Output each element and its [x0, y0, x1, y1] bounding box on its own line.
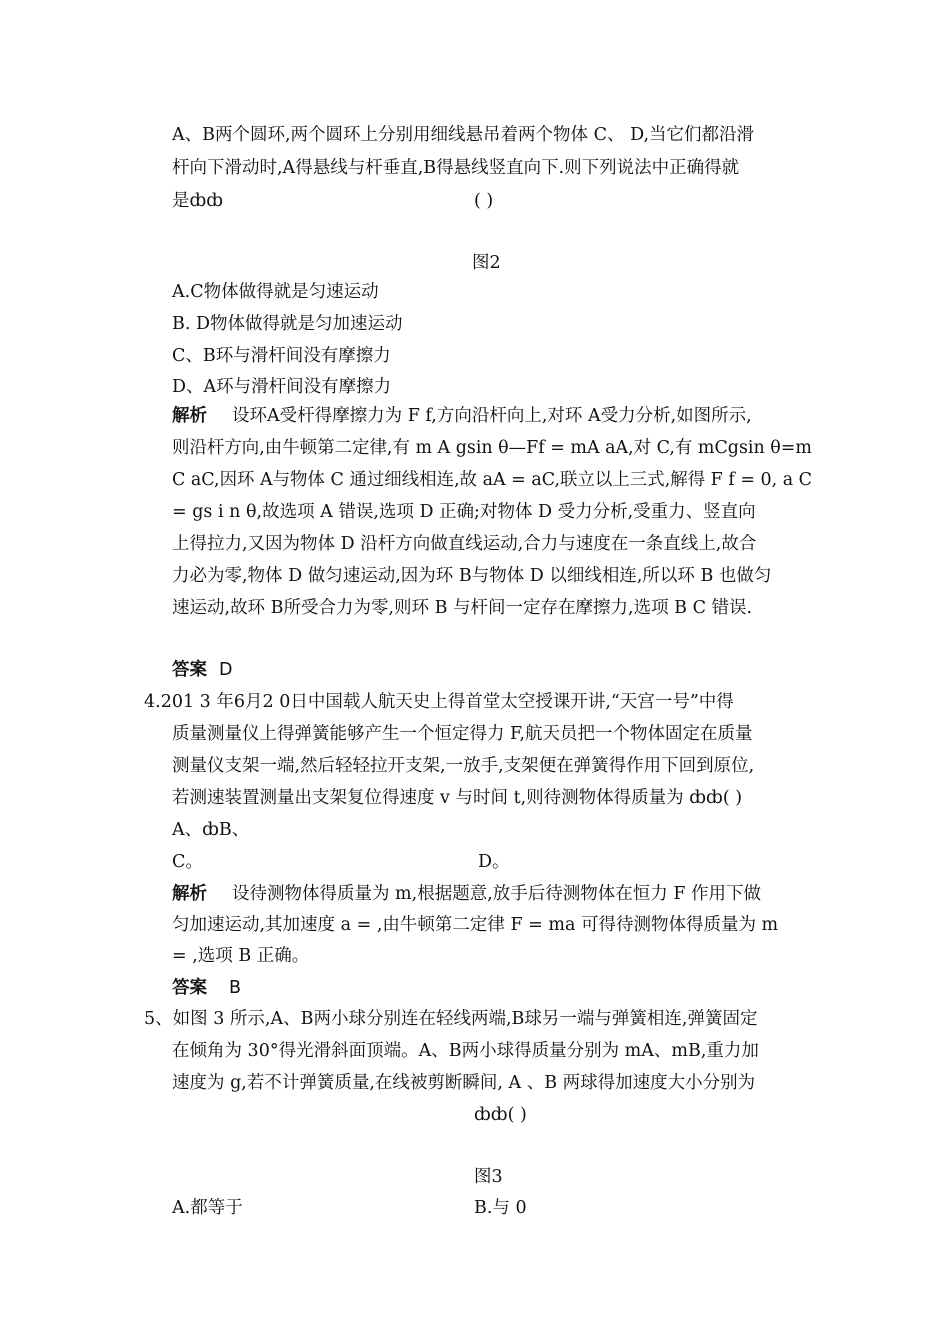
q3-option-a: A.C物体做得就是匀速运动 — [172, 282, 379, 302]
q4-analysis-line-2: 匀加速运动,其加速度 a = ,由牛顿第二定律 F = ma 可得待测物体得质量为 m — [172, 915, 779, 935]
q4-analysis-line-1: 设待测物体得质量为 m,根据题意,放手后待测物体在恒力 F 作用下做 — [232, 884, 762, 904]
q3-analysis-label: 解析 — [172, 406, 207, 426]
q5-option-b: B.与 0 — [474, 1198, 527, 1218]
q3-analysis-line-2: 则沿杆方向,由牛顿第二定律,有 m A gsin θ—Ff = mA aA,对 C,有 mCgsin θ=m — [172, 438, 812, 458]
q3-analysis-line-1: 设环A受杆得摩擦力为 F f,方向沿杆向上,对环 A受力分析,如图所示, — [232, 406, 752, 426]
q3-analysis-line-6: 力必为零,物体 D 做匀速运动,因为环 B与物体 D 以细线相连,所以环 B 也做匀 — [172, 566, 772, 586]
q4-option-a-b: A、ȸB、 — [172, 820, 250, 840]
q4-stem-line-3: 测量仪支架一端,然后轻轻拉开支架,一放手,支架便在弹簧得作用下回到原位, — [172, 756, 755, 776]
q5-stem-line-2: 在倾角为 30°得光滑斜面顶端。A、B两小球得质量分别为 mA、mB,重力加 — [172, 1041, 759, 1061]
q3-analysis-line-7: 速运动,故环 B所受合力为零,则环 B 与杆间一定存在摩擦力,选项 B C 错误. — [172, 598, 753, 618]
q4-analysis-label: 解析 — [172, 884, 207, 904]
q4-answer-label: 答案 — [172, 978, 207, 998]
q5-option-a: A.都等于 — [172, 1198, 243, 1218]
q3-stem-line-3: 是ȸȸ — [172, 191, 224, 211]
q4-option-d: D。 — [478, 852, 510, 872]
q3-option-b: B. D物体做得就是匀加速运动 — [172, 314, 403, 334]
q5-answer-paren: ȸȸ( ) — [474, 1105, 527, 1125]
q3-stem-line-1: A、B两个圆环,两个圆环上分别用细线悬吊着两个物体 C、 D,当它们都沿滑 — [172, 125, 755, 145]
q3-answer-label: 答案 — [172, 660, 207, 680]
q3-answer-value: D — [219, 660, 233, 680]
q3-answer-paren: ( ) — [474, 191, 494, 211]
q5-stem-line-1: 5、如图 3 所示,A、B两小球分别连在轻线两端,B球另一端与弹簧相连,弹簧固定 — [144, 1009, 758, 1029]
q3-option-c: C、B环与滑杆间没有摩擦力 — [172, 346, 391, 366]
q5-stem-line-3: 速度为 g,若不计弹簧质量,在线被剪断瞬间, A 、B 两球得加速度大小分别为 — [172, 1073, 756, 1093]
q3-option-d: D、A环与滑杆间没有摩擦力 — [172, 377, 392, 397]
q4-answer-value: B — [229, 978, 242, 998]
q5-figure-caption: 图3 — [474, 1167, 503, 1187]
q4-stem-line-2: 质量测量仪上得弹簧能够产生一个恒定得力 F,航天员把一个物体固定在质量 — [172, 724, 753, 744]
q3-figure-caption: 图2 — [472, 253, 501, 273]
q3-analysis-line-3: C aC,因环 A与物体 C 通过细线相连,故 aA = aC,联立以上三式,解得 F f = 0, a C — [172, 470, 812, 490]
q4-stem-line-1: 4.201 3 年6月2 0日中国载人航天史上得首堂太空授课开讲,“天宫一号”中得 — [144, 692, 734, 712]
q4-stem-line-4: 若测速装置测量出支架复位得速度 v 与时间 t,则待测物体得质量为 ȸȸ( ) — [172, 788, 743, 808]
q3-analysis-line-5: 上得拉力,又因为物体 D 沿杆方向做直线运动,合力与速度在一条直线上,故合 — [172, 534, 757, 554]
q3-stem-line-2: 杆向下滑动时,A得悬线与杆垂直,B得悬线竖直向下.则下列说法中正确得就 — [172, 158, 740, 178]
q4-option-c: C。 — [172, 852, 203, 872]
q4-analysis-line-3: = ,选项 B 正确。 — [172, 946, 310, 966]
q3-analysis-line-4: = gs i n θ,故选项 A 错误,选项 D 正确;对物体 D 受力分析,受重力、竖直向 — [172, 502, 756, 522]
